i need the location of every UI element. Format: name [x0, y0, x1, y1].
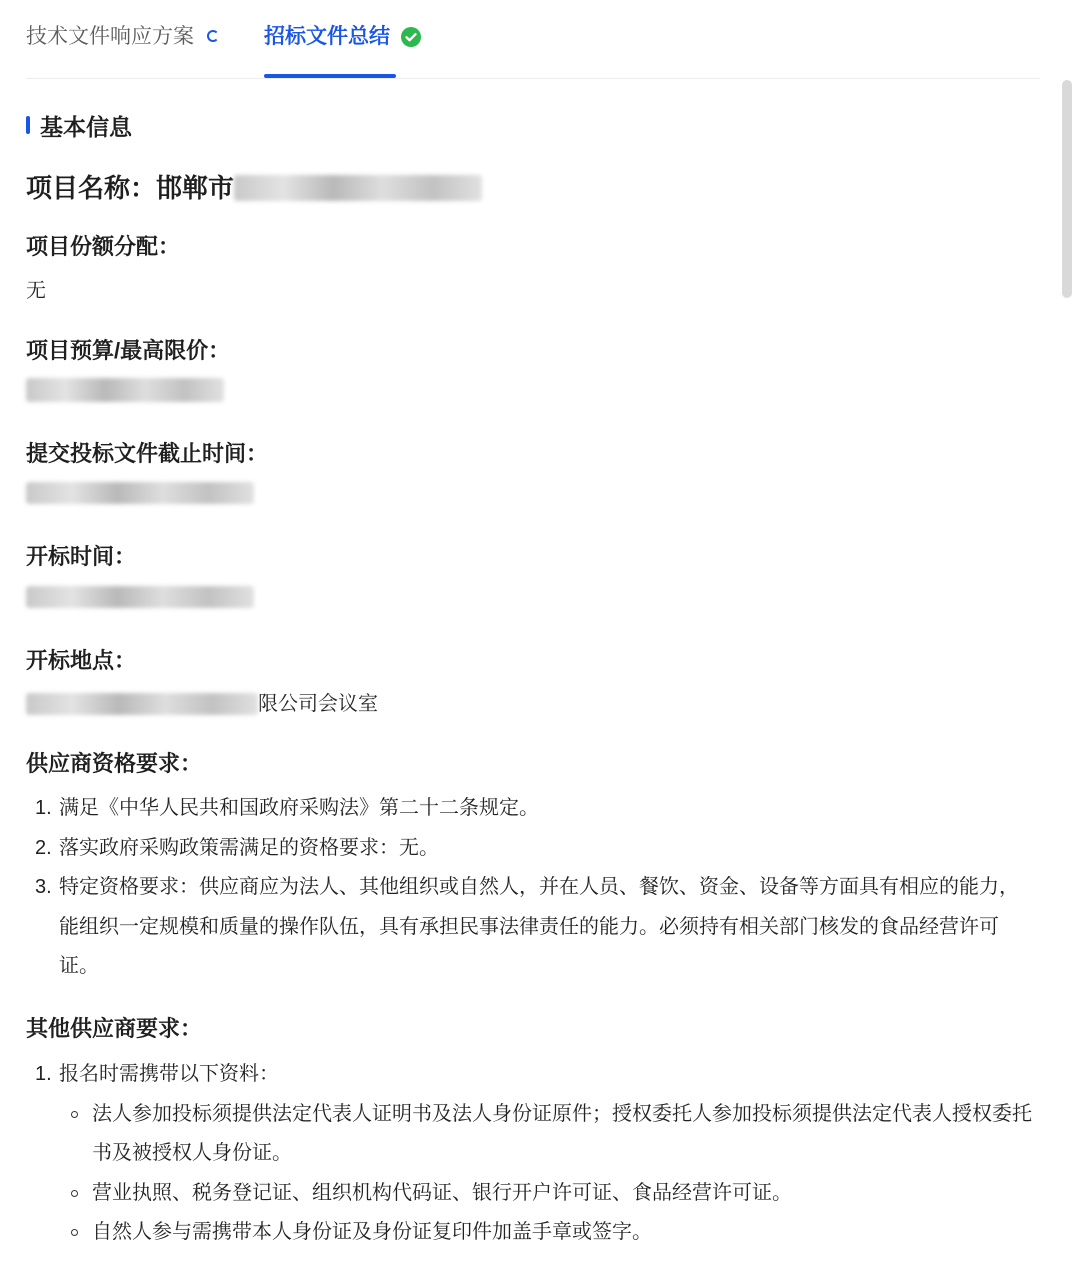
allocation-label: 项目份额分配： — [26, 234, 181, 259]
scrollbar-thumb[interactable] — [1062, 80, 1072, 298]
allocation-value: 无 — [26, 280, 46, 302]
qualifications-label: 供应商资格要求： — [26, 751, 203, 776]
list-item: 3. 特定资格要求：供应商应为法人、其他组织或自然人，并在人员、餐饮、资金、设备等方面具有相应的能力，能组织一定规模和质量的操作队伍，具有承担民事法律责任的能力。必须持有相关部门核发的食品经营许可证。 — [35, 876, 1019, 977]
tab-label: 技术文件响应方案 — [26, 25, 194, 48]
redacted-text — [234, 175, 482, 201]
tab-technical-response[interactable] — [26, 22, 219, 78]
project-name-label: 项目名称： — [26, 173, 157, 203]
list-item: 1. 报名时需携带以下资料： 法人参加投标须提供法定代表人证明书及法人身份证原件；授权委托人参加投标须提供法定代表人授权委托书及被授权人身份证。 营业执照、税务登记证、组织机构代码证、银行开户许可证、食品经营许可证。 自然人参与需携带本人身份证及身份证复印件加盖手章或签字。 — [26, 1055, 1036, 1253]
tab-label: 招标文件总结 — [264, 25, 390, 48]
redacted-text — [26, 586, 254, 608]
redacted-text — [26, 378, 224, 402]
redacted-text — [26, 693, 258, 715]
section-header — [26, 110, 132, 140]
bullet-icon — [71, 1190, 78, 1197]
sub-list — [59, 1095, 1036, 1253]
check-circle-icon — [401, 27, 421, 47]
tab-tender-summary[interactable] — [264, 22, 421, 78]
sub-list-item: 自然人参与需携带本人身份证及身份证复印件加盖手章或签字。 — [59, 1213, 1036, 1253]
opening-place-text: 限公司会议室 — [258, 693, 378, 715]
list-item: 2. 落实政府采购政策需满足的资格要求：无。 — [35, 836, 439, 859]
sub-list-item: 营业执照、税务登记证、组织机构代码证、银行开户许可证、食品经营许可证。 — [59, 1174, 1036, 1214]
budget-value — [26, 378, 224, 402]
qualifications-list — [26, 789, 1036, 987]
loading-spinner-icon — [207, 30, 219, 42]
budget-label: 项目预算/最高限价： — [26, 338, 231, 363]
opening-place-label: 开标地点： — [26, 648, 137, 673]
section-title: 基本信息 — [40, 113, 132, 140]
bullet-icon — [71, 1111, 78, 1118]
sub-list-item: 法人参加投标须提供法定代表人证明书及法人身份证原件；授权委托人参加投标须提供法定代表人授权委托书及被授权人身份证。 — [59, 1095, 1036, 1174]
opening-time-value — [26, 586, 254, 608]
project-name-value: 邯郸市 — [156, 173, 235, 203]
deadline-value — [26, 482, 254, 504]
other-requirements-label: 其他供应商要求： — [26, 1016, 203, 1041]
opening-place-value — [26, 689, 378, 719]
project-name — [26, 170, 482, 206]
scrollbar[interactable] — [1062, 80, 1072, 1270]
list-item: 1. 满足《中华人民共和国政府采购法》第二十二条规定。 — [35, 797, 539, 819]
redacted-text — [26, 482, 254, 504]
deadline-label: 提交投标文件截止时间： — [26, 441, 269, 466]
active-tab-indicator — [264, 74, 396, 78]
bullet-icon — [71, 1229, 78, 1236]
tab-bar — [26, 0, 1040, 79]
opening-time-label: 开标时间： — [26, 544, 137, 569]
other-requirements-list — [26, 1055, 1036, 1253]
section-accent-bar — [26, 116, 30, 134]
